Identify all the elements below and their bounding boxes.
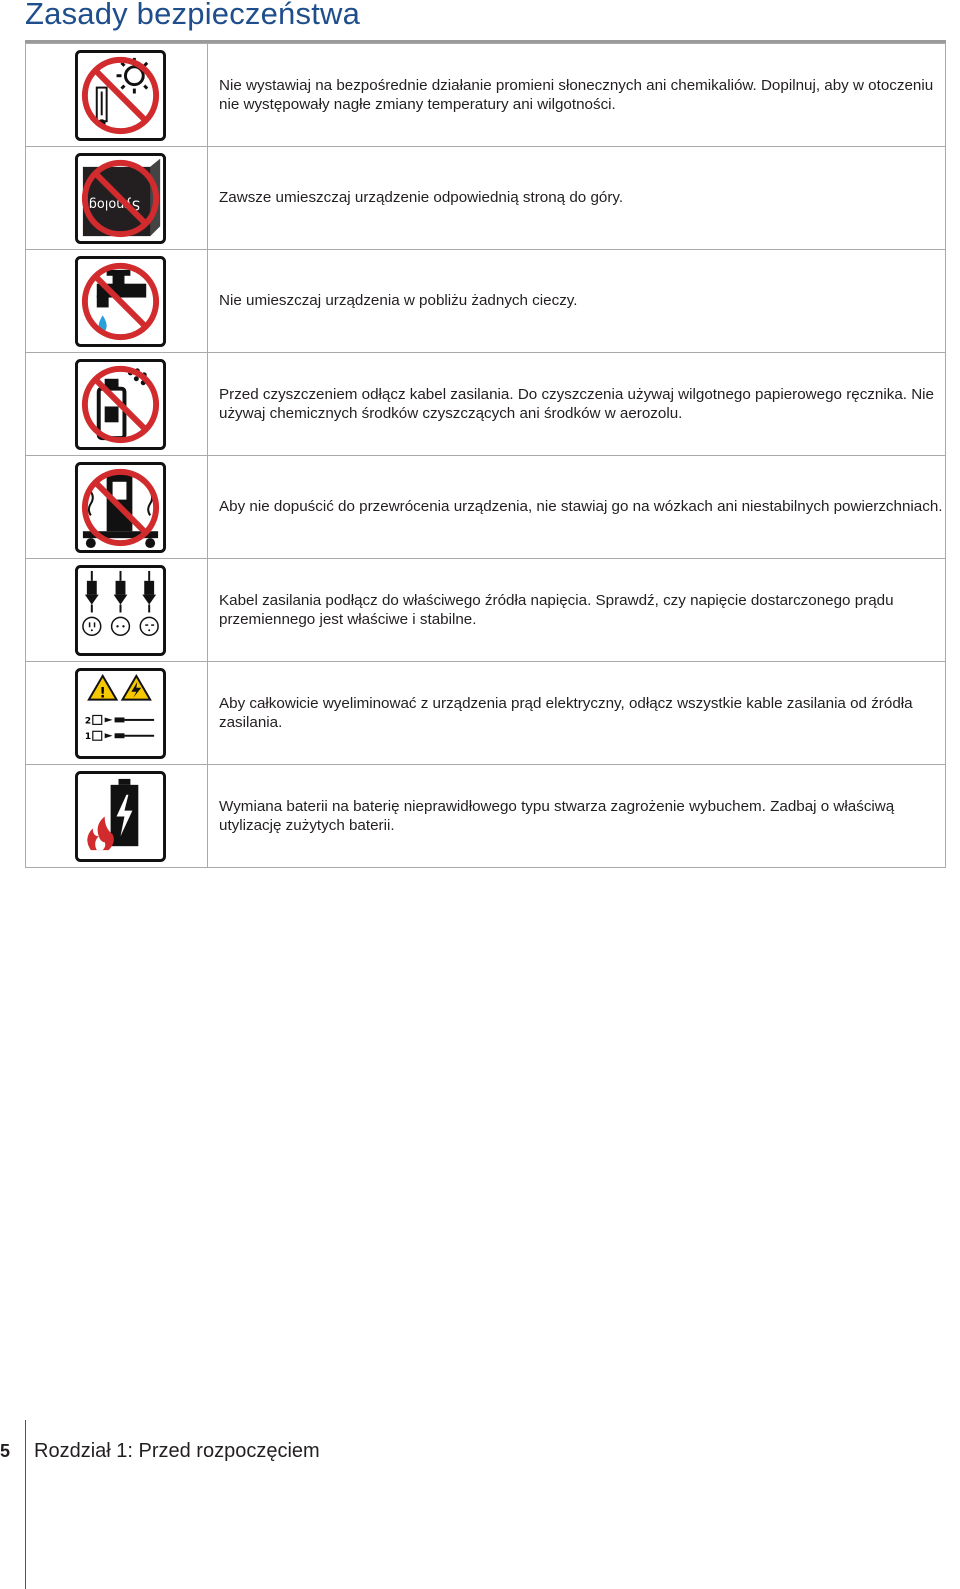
no-sunlight-chemicals-icon bbox=[75, 50, 166, 141]
rule-text: Aby nie dopuścić do przewrócenia urządzenia, nie stawiaj go na wózkach ani niestabilnych powierzchniach. bbox=[208, 456, 946, 559]
icon-cell bbox=[26, 765, 208, 868]
battery-fire-icon bbox=[75, 771, 166, 862]
table-row bbox=[26, 147, 946, 250]
icon-cell bbox=[26, 250, 208, 353]
table-row bbox=[26, 353, 946, 456]
icon-cell bbox=[26, 147, 208, 250]
footer-divider bbox=[25, 1420, 26, 1589]
table-row bbox=[26, 456, 946, 559]
svg-text:!: ! bbox=[99, 685, 106, 702]
icon-cell bbox=[26, 662, 208, 765]
rule-text: Przed czyszczeniem odłącz kabel zasilania. Do czyszczenia używaj wilgotnego papierowego ręcznika. Nie używaj chemicznych środków czyszczących ani środków w aerozolu. bbox=[208, 353, 946, 456]
page-number: 5 bbox=[0, 1441, 11, 1461]
plug-number-2: 2 bbox=[84, 715, 92, 726]
table-row bbox=[26, 662, 946, 765]
table-row bbox=[26, 765, 946, 868]
rule-text: Zawsze umieszczaj urządzenie odpowiednią stroną do góry. bbox=[208, 147, 946, 250]
icon-cell bbox=[26, 44, 208, 147]
table-row bbox=[26, 559, 946, 662]
box-brand-label: Synology bbox=[81, 195, 141, 211]
rule-text: Aby całkowicie wyeliminować z urządzenia prąd elektryczny, odłącz wszystkie kable zasilania od źródła zasilania. bbox=[208, 662, 946, 765]
safety-rules-table bbox=[25, 43, 946, 868]
rule-text: Nie wystawiaj na bezpośrednie działanie promieni słonecznych ani chemikaliów. Dopilnuj, aby w otoczeniu nie występowały nagłe zmiany temperatury ani wilgotności. bbox=[208, 44, 946, 147]
power-plugs-icon bbox=[75, 565, 166, 656]
table-row bbox=[26, 44, 946, 147]
no-spray-cleaning-icon bbox=[75, 359, 166, 450]
rule-text: Kabel zasilania podłącz do właściwego źródła napięcia. Sprawdź, czy napięcie dostarczonego prądu przemiennego jest właściwe i stabilne. bbox=[208, 559, 946, 662]
rule-text: Wymiana baterii na baterię nieprawidłowego typu stwarza zagrożenie wybuchem. Zadbaj o właściwą utylizację zużytych baterii. bbox=[208, 765, 946, 868]
table-row bbox=[26, 250, 946, 353]
no-cart-icon bbox=[75, 462, 166, 553]
rule-text: Nie umieszczaj urządzenia w pobliżu żadnych cieczy. bbox=[208, 250, 946, 353]
chapter-title: Rozdział 1: Przed rozpoczęciem bbox=[34, 1440, 320, 1462]
icon-cell bbox=[26, 559, 208, 662]
plug-number-1: 1 bbox=[84, 731, 92, 742]
disconnect-all-power-icon bbox=[75, 668, 166, 759]
no-liquids-icon bbox=[75, 256, 166, 347]
page-title: Zasady bezpieczeństwa bbox=[25, 0, 361, 31]
icon-cell bbox=[26, 456, 208, 559]
no-upside-down-icon bbox=[75, 153, 166, 244]
icon-cell bbox=[26, 353, 208, 456]
